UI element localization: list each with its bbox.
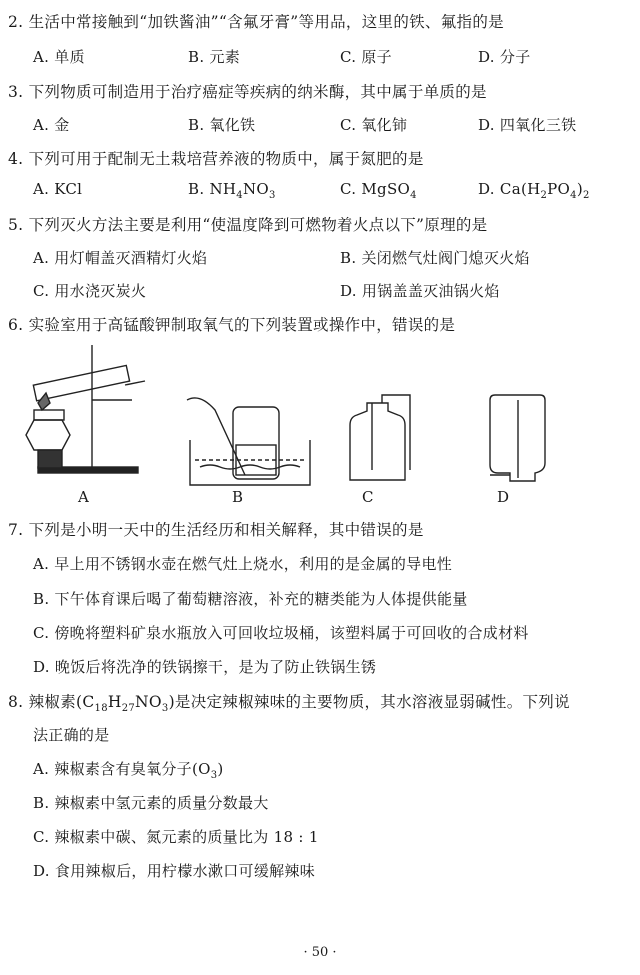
figure-label-b: B bbox=[232, 488, 244, 506]
q3-option-a: A. 金 bbox=[33, 116, 70, 134]
q8-option-c: C. 辣椒素中碳、氮元素的质量比为 18 : 1 bbox=[33, 828, 319, 846]
apparatus-figure bbox=[20, 345, 560, 515]
apparatus-d-inverted-bottle bbox=[490, 395, 545, 481]
figure-label-c: C bbox=[362, 488, 374, 506]
q7-option-c: C. 傍晚将塑料矿泉水瓶放入可回收垃圾桶，该塑料属于可回收的合成材料 bbox=[33, 624, 529, 642]
question-6-stem: 6. 实验室用于高锰酸钾制取氧气的下列装置或操作中，错误的是 bbox=[8, 316, 456, 334]
question-7-stem: 7. 下列是小明一天中的生活经历和相关解释，其中错误的是 bbox=[8, 521, 424, 539]
apparatus-c-gas-bottle bbox=[350, 395, 410, 480]
q8-option-b: B. 辣椒素中氢元素的质量分数最大 bbox=[33, 794, 269, 812]
q4-option-b: B. $NH_4NO_3$ bbox=[188, 180, 276, 201]
q5-option-d: D. 用锅盖盖灭油锅火焰 bbox=[340, 282, 500, 300]
q4-option-a: A. KCl bbox=[33, 180, 83, 198]
q7-option-b: B. 下午体育课后喝了葡萄糖溶液，补充的糖类能为人体提供能量 bbox=[33, 590, 468, 608]
q2-option-b: B. 元素 bbox=[188, 48, 241, 66]
question-3-stem: 3. 下列物质可制造用于治疗癌症等疾病的纳米酶，其中属于单质的是 bbox=[8, 83, 487, 101]
q5-option-b: B. 关闭燃气灶阀门熄灭火焰 bbox=[340, 249, 530, 267]
q3-option-d: D. 四氧化三铁 bbox=[478, 116, 577, 134]
q2-option-a: A. 单质 bbox=[33, 48, 85, 66]
q7-option-d: D. 晚饭后将洗净的铁锅擦干，是为了防止铁锅生锈 bbox=[33, 658, 377, 676]
q3-option-b: B. 氧化铁 bbox=[188, 116, 256, 134]
figure-label-a: A bbox=[78, 488, 89, 506]
q5-option-a: A. 用灯帽盖灭酒精灯火焰 bbox=[33, 249, 208, 267]
q2-option-d: D. 分子 bbox=[478, 48, 531, 66]
q4-option-d: D. $Ca(H_2PO_4)_2$ bbox=[478, 180, 590, 201]
q5-option-c: C. 用水浇灭炭火 bbox=[33, 282, 147, 300]
question-2-stem: 2. 生活中常接触到“加铁酱油”“含氟牙膏”等用品，这里的铁、氟指的是 bbox=[8, 13, 504, 31]
q8-option-d: D. 食用辣椒后，用柠檬水漱口可缓解辣味 bbox=[33, 862, 316, 880]
figure-label-d: D bbox=[497, 488, 510, 506]
question-4-stem: 4. 下列可用于配制无土栽培营养液的物质中，属于氮肥的是 bbox=[8, 150, 424, 168]
apparatus-b-water-collection bbox=[187, 398, 310, 485]
apparatus-a-heating-tube bbox=[26, 345, 145, 473]
page-number: · 50 · bbox=[303, 945, 337, 960]
q3-option-c: C. 氧化铈 bbox=[340, 116, 408, 134]
question-8-stem-cont: 法正确的是 bbox=[33, 726, 110, 744]
q4-option-c: C. MgSO$_4$ bbox=[340, 180, 417, 201]
q2-option-c: C. 原子 bbox=[340, 48, 392, 66]
question-5-stem: 5. 下列灭火方法主要是利用“使温度降到可燃物着火点以下”原理的是 bbox=[8, 216, 488, 234]
question-8-stem: 8. 辣椒素$(C_{18}H_{27}NO_3)$是决定辣椒辣味的主要物质，其水溶液显弱碱性。下列说 bbox=[8, 693, 570, 715]
q7-option-a: A. 早上用不锈钢水壶在燃气灶上烧水，利用的是金属的导电性 bbox=[33, 555, 453, 573]
q8-option-a: A. 辣椒素含有臭氧分子$(O_3)$ bbox=[33, 760, 224, 781]
